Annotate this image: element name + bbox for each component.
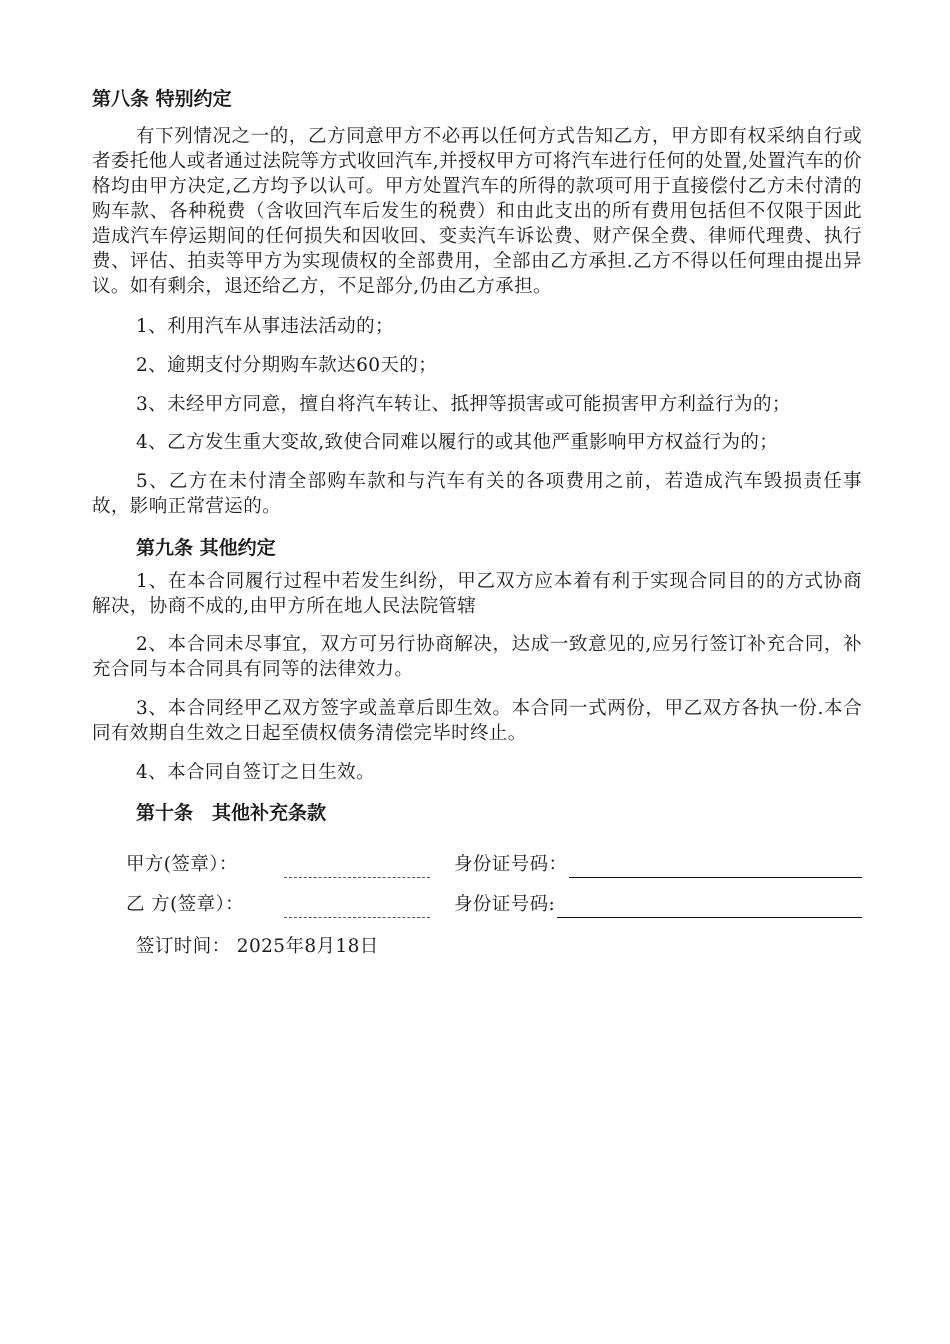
article-8-item-5: 5、乙方在未付清全部购车款和与汽车有关的各项费用之前，若造成汽车毁损责任事故，影响正常营运的。 (92, 471, 862, 517)
party-b-id-line[interactable] (557, 897, 862, 918)
signing-date-row (136, 934, 862, 960)
article-8-item-1: 1、利用汽车从事违法活动的； (136, 316, 394, 337)
article-9-item-3: 3、本合同经甲乙双方签字或盖章后即生效。本合同一式两份，甲乙双方各执一份.本合同有效期自生效之日起至债权债务清偿完毕时终止。 (92, 697, 862, 744)
party-a-signature-line[interactable] (284, 857, 430, 878)
contract-page (92, 85, 862, 960)
article-9-title: 第九条 其他约定 (136, 536, 276, 559)
party-b-id-label: 身份证号码: (454, 894, 556, 916)
party-a-label: 甲方(签章）： (126, 854, 238, 876)
article-8-item-3: 3、未经甲方同意，擅自将汽车转让、抵押等损害或可能损害甲方利益行为的； (136, 393, 791, 415)
party-a-signature-row (92, 838, 862, 878)
article-8-title: 第八条 特别约定 (92, 88, 232, 110)
article-9-item-1: 1、在本合同履行过程中若发生纠纷，甲乙双方应本着有利于实现合同目的的方式协商解决，协商不成的,由甲方所在地人民法院管辖 (92, 570, 862, 617)
article-8-item-4: 4、乙方发生重大变故,致使合同难以履行的或其他严重影响甲方权益行为的； (136, 432, 779, 454)
article-8-intro: 有下列情况之一的，乙方同意甲方不必再以任何方式告知乙方，甲方即有权采纳自行或者委托他人或者通过法院等方式收回汽车,并授权甲方可将汽车进行任何的处置,处置汽车的价格均由甲方决定,乙方均予以认可。甲方处置汽车的所得的款项可用于直接偿付乙方未付清的购车款、各种税费（含收回汽车后发生的税费）和由此支出的所有费用包括但不仅限于因此造成汽车停运期间的任何损失和因收回、变卖汽车诉讼费、财产保全费、律师代理费、执行费、评估、拍卖等甲方为实现债权的全部费用，全部由乙方承担.乙方不得以任何理由提出异议。如有剩余，退还给乙方，不足部分,仍由乙方承担。 (92, 126, 862, 297)
article-10-title: 第十条 其他补充条款 (136, 802, 327, 825)
signing-date-value: 2025年8月18日 (236, 936, 379, 958)
party-a-id-label: 身份证号码： (454, 854, 568, 876)
party-b-label: 乙 方(签章）： (126, 894, 245, 916)
signing-date-label: 签订时间： (136, 936, 231, 958)
party-b-signature-row (92, 878, 862, 918)
article-9-item-2: 2、本合同未尽事宜，双方可另行协商解决，达成一致意见的,应另行签订补充合同，补充合同与本合同具有同等的法律效力。 (92, 634, 862, 681)
article-8-item-2: 2、逾期支付分期购车款达60天的； (136, 354, 438, 376)
party-a-id-line[interactable] (569, 857, 862, 878)
party-b-signature-line[interactable] (284, 897, 430, 918)
article-9-item-4: 4、本合同自签订之日生效。 (136, 761, 375, 783)
